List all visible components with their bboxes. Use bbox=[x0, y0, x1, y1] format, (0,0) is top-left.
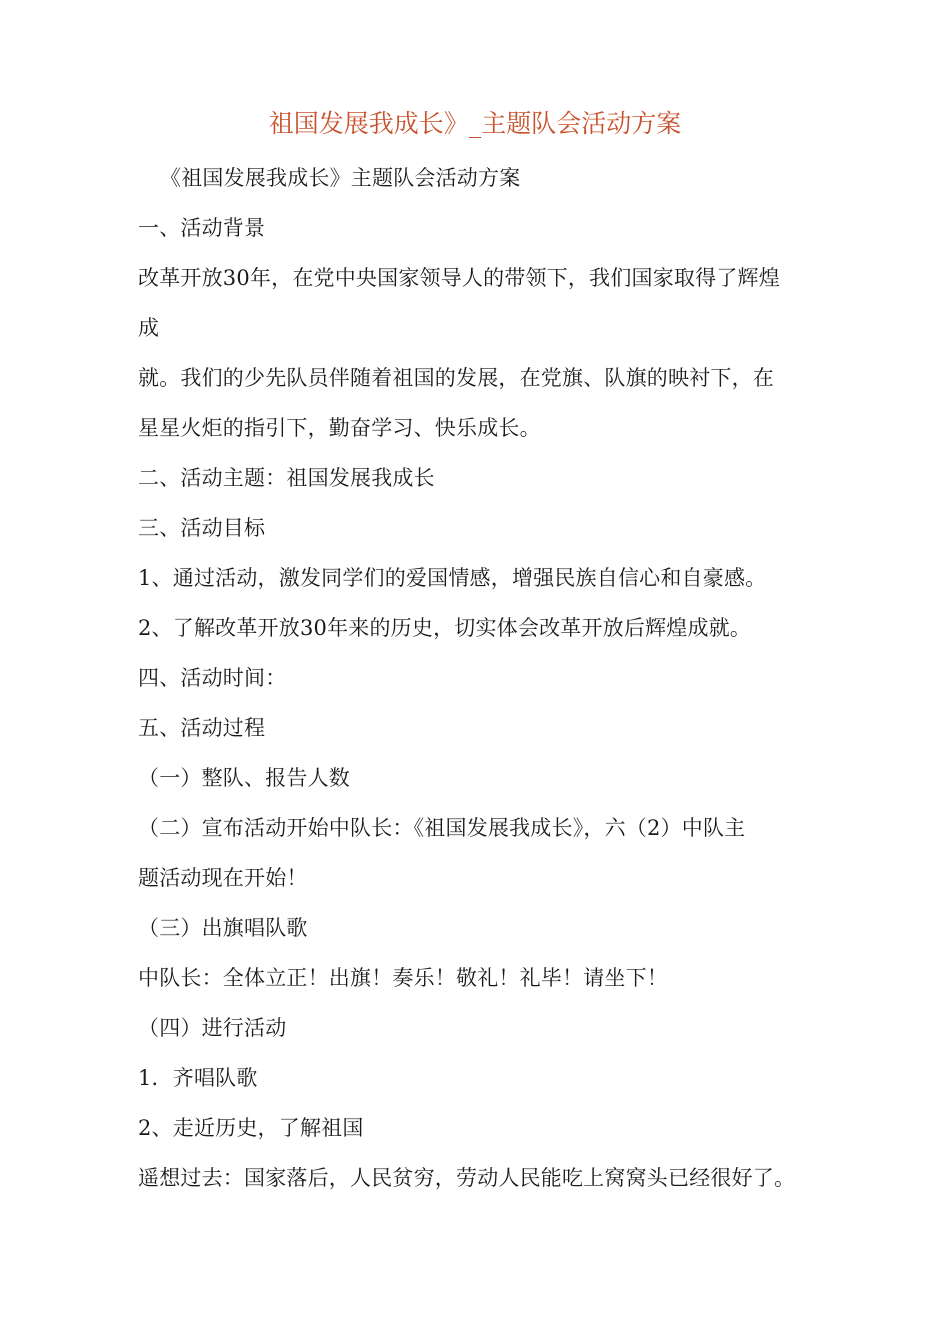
paragraph-line: 遥想过去：国家落后，人民贫穷，劳动人民能吃上窝窝头已经很好了。 bbox=[138, 1166, 796, 1190]
document-title: 祖国发展我成长》_主题队会活动方案 bbox=[268, 109, 682, 138]
paragraph-line: 成 bbox=[138, 316, 160, 340]
activity-item: 2、走近历史，了解祖国 bbox=[138, 1116, 364, 1140]
paragraph-line: 中队长：全体立正！出旗！奏乐！敬礼！礼毕！请坐下！ bbox=[138, 966, 668, 990]
goal-item: 2、了解改革开放30年来的历史，切实体会改革开放后辉煌成就。 bbox=[138, 616, 752, 640]
section-heading-process: 五、活动过程 bbox=[138, 716, 266, 740]
paragraph-line: 题活动现在开始！ bbox=[138, 866, 308, 890]
paragraph-line: 星星火炬的指引下，勤奋学习、快乐成长。 bbox=[138, 416, 541, 440]
activity-item: 1．齐唱队歌 bbox=[138, 1066, 258, 1090]
process-step: （三）出旗唱队歌 bbox=[138, 916, 308, 940]
document-subtitle: 《祖国发展我成长》主题队会活动方案 bbox=[160, 166, 521, 190]
section-heading-background: 一、活动背景 bbox=[138, 216, 266, 240]
process-step: （二）宣布活动开始中队长：《祖国发展我成长》，六（2）中队主 bbox=[138, 816, 746, 840]
paragraph-line: 就。我们的少先队员伴随着祖国的发展，在党旗、队旗的映衬下，在 bbox=[138, 366, 774, 390]
section-heading-goals: 三、活动目标 bbox=[138, 516, 266, 540]
section-heading-time: 四、活动时间： bbox=[138, 666, 287, 690]
paragraph-line: 改革开放30年，在党中央国家领导人的带领下，我们国家取得了辉煌 bbox=[138, 266, 780, 290]
section-heading-theme: 二、活动主题：祖国发展我成长 bbox=[138, 466, 435, 490]
process-step: （一）整队、报告人数 bbox=[138, 766, 350, 790]
process-step: （四）进行活动 bbox=[138, 1016, 287, 1040]
goal-item: 1、通过活动，激发同学们的爱国情感，增强民族自信心和自豪感。 bbox=[138, 566, 767, 590]
